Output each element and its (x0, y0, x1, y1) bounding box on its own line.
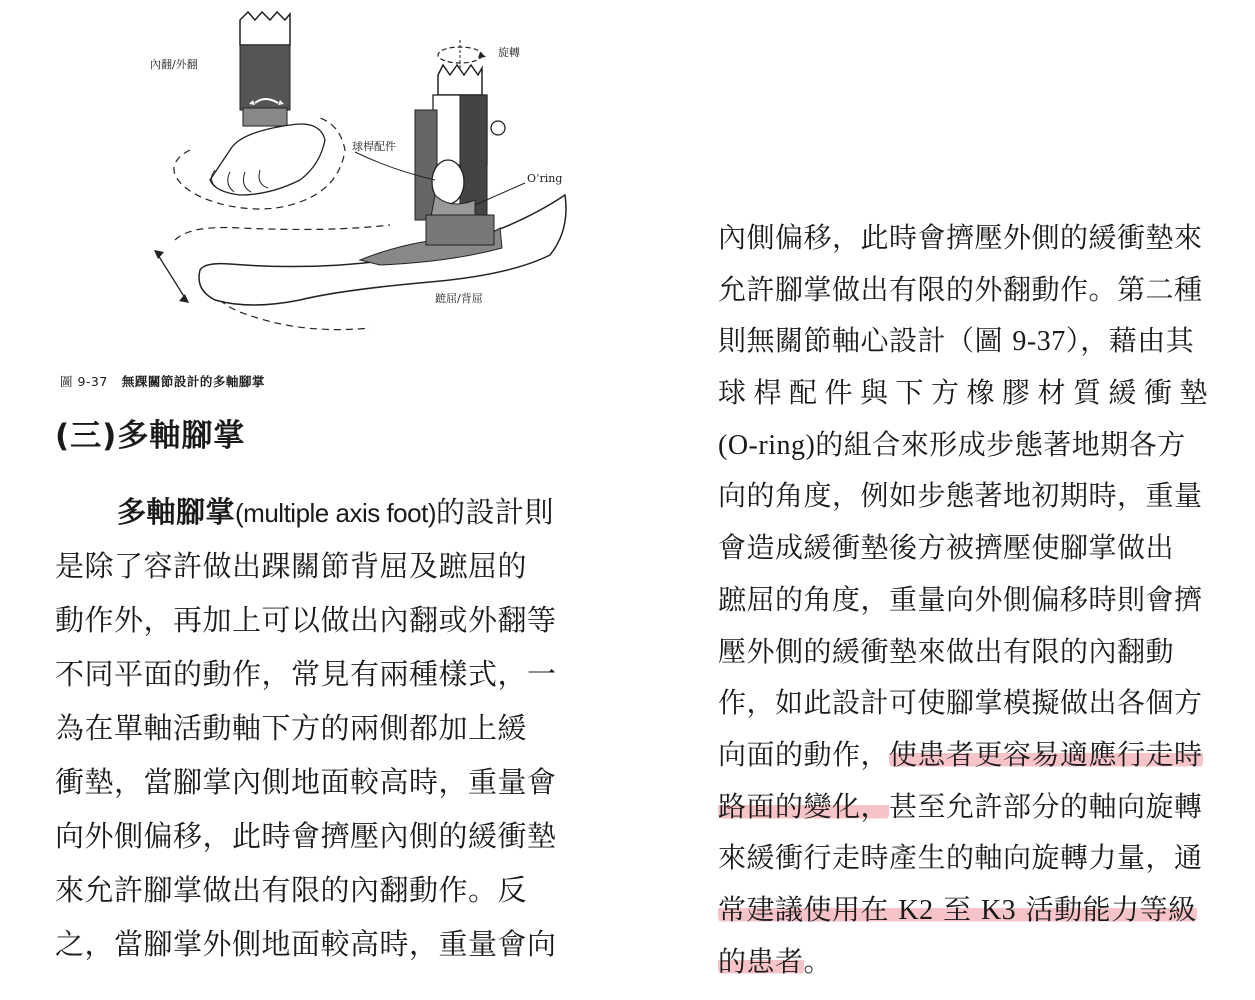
paragraph-line: 允許腳掌做出有限的外翻動作。第二種 (718, 272, 1203, 306)
foot-shell (199, 195, 566, 305)
paragraph-line: 來允許腳掌做出有限的內翻動作。反 (55, 873, 528, 907)
paragraph-line: 壓外側的緩衝墊來做出有限的內翻動 (718, 634, 1175, 668)
paragraph-line: 為在單軸活動軸下方的兩側都加上緩 (55, 711, 528, 745)
caption-number: 圖 9-37 (60, 374, 108, 389)
paragraph-line: 不同平面的動作，常見有兩種樣式，一 (55, 657, 557, 691)
foot-dashed-outline-2 (175, 225, 390, 240)
paragraph-line: 蹠屈的角度，重量向外側偏移時則會擠 (718, 582, 1203, 616)
figure-caption (60, 372, 265, 390)
paragraph-line (718, 419, 1218, 471)
term-english: (multiple axis foot) (235, 498, 436, 528)
pylon-top-left (240, 12, 290, 45)
line-text: ），藉由其 (1065, 324, 1195, 358)
paragraph-line (718, 781, 1218, 833)
figure-reference: 9-37 (1012, 326, 1066, 358)
caption-text: 無踝關節設計的多軸腳掌 (121, 374, 265, 389)
paragraph-line: 之，當腳掌外側地面較高時，重量會向 (55, 927, 557, 961)
label-ball-joint: 球桿配件 (352, 140, 396, 153)
figure-multi-axis-foot (130, 0, 600, 345)
bolt (491, 121, 505, 135)
paragraph-line (55, 485, 600, 539)
pylon-left (240, 45, 290, 110)
foot-top-view (210, 124, 325, 195)
line-text: 甚至允許部分的軸向旋轉 (889, 789, 1203, 823)
paragraph-line: 來緩衝行走時產生的軸向旋轉力量，通 (718, 841, 1203, 875)
paragraph-line (718, 315, 1218, 367)
label-oring: O’ring (527, 172, 563, 185)
right-column-text (718, 212, 1218, 987)
paragraph-line (718, 884, 1218, 936)
left-column-text (55, 485, 600, 971)
plantar-dorsi-arrow (158, 255, 185, 298)
level-k2: K2 (898, 894, 934, 926)
paragraph-line: 向外側偏移，此時會擠壓內側的緩衝墊 (55, 819, 557, 853)
paragraph-line: 動作外，再加上可以做出內翻或外翻等 (55, 603, 557, 637)
label-inversion-eversion: 內翻/外翻 (150, 58, 198, 71)
pylon-top-right (438, 65, 482, 95)
line-text: 則無關節軸心設計（圖 (718, 324, 1013, 358)
line-text: 的組合來形成步態著地期各方 (815, 427, 1186, 461)
pylon-side-plate (460, 95, 487, 215)
level-k3: K3 (980, 894, 1017, 926)
line-text: 向面的動作， (718, 737, 890, 771)
highlighted-text: 的患者 (718, 944, 804, 978)
line-text: 的設計則 (435, 495, 554, 529)
paragraph-line: 是除了容許做出踝關節背屈及蹠屈的 (55, 549, 528, 583)
paragraph-line: 會造成緩衝墊後方被擠壓使腳掌做出 (718, 531, 1175, 565)
paragraph-line: 衝墊，當腳掌內側地面較高時，重量會 (55, 765, 557, 799)
base-adapter (426, 215, 494, 245)
paragraph-line (718, 729, 1218, 781)
highlighted-text: 使患者更容易適應行走時 (889, 737, 1203, 771)
paragraph-line: 內側偏移，此時會擠壓外側的緩衝墊來 (718, 221, 1203, 254)
paragraph-line (718, 936, 1218, 988)
line-text: 至 (933, 892, 981, 926)
paragraph-line: 向的角度，例如步態著地初期時，重量 (718, 479, 1203, 513)
line-text: 。 (803, 944, 833, 978)
pylon-adapter-left (243, 108, 287, 126)
label-plantar-dorsi: 蹠屈/背屈 (435, 292, 483, 305)
highlighted-text (718, 893, 1197, 926)
highlighted-text: 路面的變化， (718, 789, 890, 823)
term-bold: 多軸腳掌 (117, 495, 236, 529)
paragraph-line: 球桿配件與下方橡膠材質緩衝墊 (718, 376, 1216, 410)
line-text: 活動能力等級 (1016, 892, 1197, 926)
section-heading: (三)多軸腳掌 (55, 418, 246, 454)
label-rotation: 旋轉 (498, 46, 520, 59)
line-text: 常建議使用在 (718, 892, 899, 926)
term-english: (O-ring) (718, 429, 816, 461)
rotation-arrow-head (478, 52, 486, 58)
paragraph-line: 作，如此設計可使腳掌模擬做出各個方 (718, 686, 1203, 720)
